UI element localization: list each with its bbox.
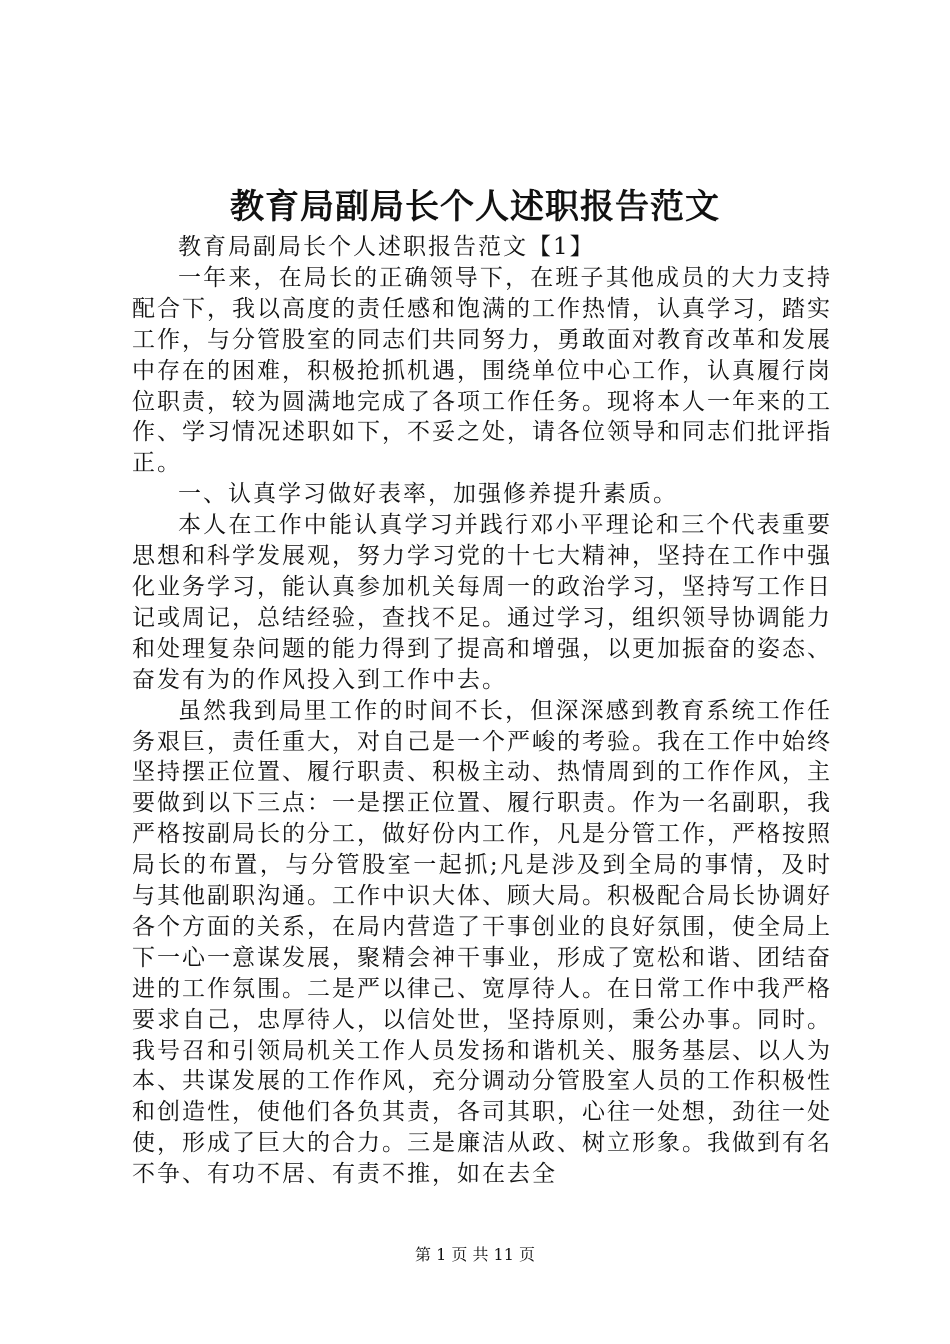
document-body <box>132 232 832 1190</box>
paragraph: 一年来，在局长的正确领导下，在班子其他成员的大力支持配合下，我以高度的责任感和饱满的工作热情，认真学习，踏实工作，与分管股室的同志们共同努力，勇敢面对教育改革和发展中存在的困难，积极抢抓机遇，围绕单位中心工作，认真履行岗位职责，较为圆满地完成了各项工作任务。现将本人一年来的工作、学习情况述职如下，不妥之处，请各位领导和同志们批评指正。 <box>132 264 832 477</box>
subsection-heading: 一、认真学习做好表率，加强修养提升素质。 <box>178 481 678 508</box>
page-footer: 第 1 页 共 11 页 <box>415 1245 535 1264</box>
document-title: 教育局副局长个人述职报告范文 <box>230 187 720 227</box>
paragraph: 虽然我到局里工作的时间不长，但深深感到教育系统工作任务艰巨，责任重大，对自己是一个严峻的考验。我在工作中始终坚持摆正位置、履行职责、积极主动、热情周到的工作作风，主要做到以下三点：一是摆正位置、履行职责。作为一名副职，我严格按副局长的分工，做好份内工作，凡是分管工作，严格按照局长的布置，与分管股室一起抓;凡是涉及到全局的事情，及时与其他副职沟通。工作中识大体、顾大局。积极配合局长协调好各个方面的关系，在局内营造了干事创业的良好氛围，使全局上下一心一意谋发展，聚精会神干事业，形成了宽松和谐、团结奋进的工作氛围。二是严以律己、宽厚待人。在日常工作中我严格要求自己，忠厚待人，以信处世，坚持原则，秉公办事。同时。我号召和引领局机关工作人员发扬和谐机关、服务基层、以人为本、共谋发展的工作作风，充分调动分管股室人员的工作积极性和创造性，使他们各负其责，各司其职，心往一处想，劲往一处使，形成了巨大的合力。三是廉洁从政、树立形象。我做到有名不争、有功不居、有责不推，如在去全 <box>132 697 832 1188</box>
paragraph: 本人在工作中能认真学习并践行邓小平理论和三个代表重要思想和科学发展观，努力学习党的十七大精神，坚持在工作中强化业务学习，能认真参加机关每周一的政治学习，坚持写工作日记或周记，总结经验，查找不足。通过学习，组织领导协调能力和处理复杂问题的能力得到了提高和增强，以更加振奋的姿态、奋发有为的作风投入到工作中去。 <box>132 512 832 693</box>
section-heading: 教育局副局长个人述职报告范文【1】 <box>178 234 595 260</box>
